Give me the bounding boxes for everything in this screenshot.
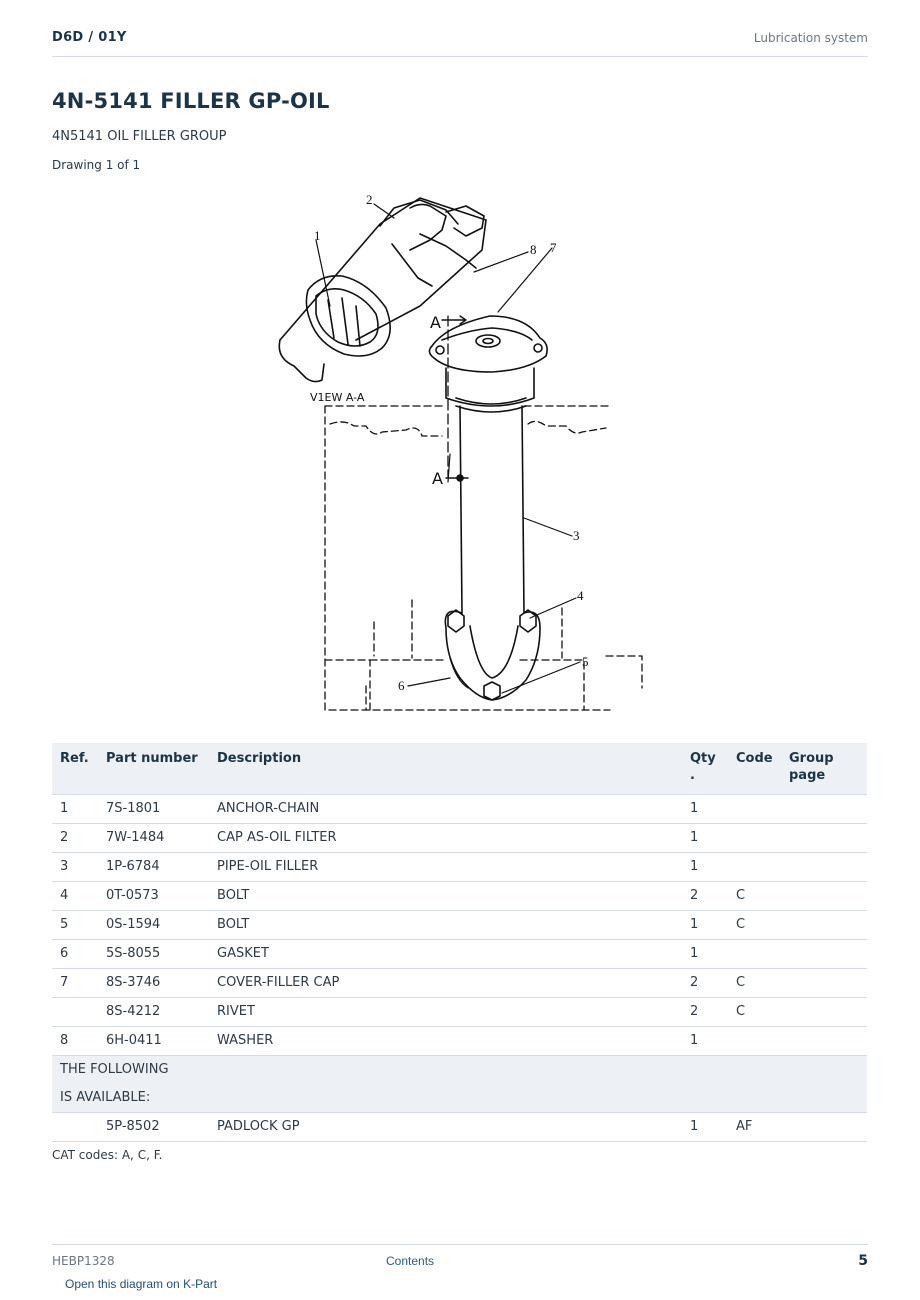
- section-mark-top: A: [430, 313, 441, 332]
- section-label: Lubrication system: [753, 31, 868, 45]
- cell-part-number: 6H-0411: [98, 1027, 209, 1056]
- cell-code: [728, 1027, 781, 1056]
- table-row: [52, 824, 867, 853]
- cell-group-page: [781, 940, 867, 969]
- cell-group-page: [781, 969, 867, 998]
- cell-group-page: [781, 795, 867, 824]
- cell-description: ANCHOR-CHAIN: [209, 795, 682, 824]
- cell-qty: 1: [682, 795, 728, 824]
- table-row: [52, 998, 867, 1027]
- contents-link[interactable]: Contents: [386, 1254, 435, 1268]
- cell-ref: [52, 998, 98, 1027]
- callout-labels: [310, 192, 589, 693]
- cell-part-number: 5S-8055: [98, 940, 209, 969]
- cell-code: C: [728, 998, 781, 1027]
- table-row: [52, 940, 867, 969]
- section-arrow-top: [442, 316, 466, 324]
- cell-code: C: [728, 969, 781, 998]
- open-kpart-link[interactable]: Open this diagram on K-Part: [65, 1277, 218, 1291]
- cell-group-page: [781, 853, 867, 882]
- cell-ref: 3: [52, 853, 98, 882]
- cell-description: COVER-FILLER CAP: [209, 969, 682, 998]
- cell-code: [728, 795, 781, 824]
- note-line: THE FOLLOWING: [52, 1056, 867, 1085]
- cell-code: [728, 824, 781, 853]
- group-subtitle: 4N5141 OIL FILLER GROUP: [52, 129, 227, 144]
- cell-qty: 1: [682, 940, 728, 969]
- note-line: IS AVAILABLE:: [52, 1084, 867, 1113]
- table-row: [52, 1113, 867, 1142]
- cell-qty: 1: [682, 1113, 728, 1142]
- cell-code: C: [728, 911, 781, 940]
- callout-3: 3: [573, 528, 580, 543]
- cell-part-number: 1P-6784: [98, 853, 209, 882]
- filler-pipe: [446, 368, 534, 613]
- col-header-description: Description: [209, 743, 682, 795]
- cell-qty: 2: [682, 969, 728, 998]
- cell-description: GASKET: [209, 940, 682, 969]
- cell-description: CAP AS-OIL FILTER: [209, 824, 682, 853]
- drawing-count: Drawing 1 of 1: [52, 158, 141, 172]
- cell-description: BOLT: [209, 911, 682, 940]
- cell-ref: 1: [52, 795, 98, 824]
- col-header-part-number: Part number: [98, 743, 209, 795]
- cell-ref: 4: [52, 882, 98, 911]
- section-mark-bottom: A: [432, 469, 443, 488]
- elbow-flange: [445, 610, 540, 700]
- cell-ref: 2: [52, 824, 98, 853]
- table-row: [52, 969, 867, 998]
- cat-codes-note: CAT codes: A, C, F.: [52, 1148, 163, 1162]
- document-id: HEBP1328: [52, 1254, 115, 1268]
- cell-part-number: 7W-1484: [98, 824, 209, 853]
- cell-code: [728, 940, 781, 969]
- cell-part-number: 7S-1801: [98, 795, 209, 824]
- cell-part-number: 0S-1594: [98, 911, 209, 940]
- cell-qty: 1: [682, 853, 728, 882]
- cell-group-page: [781, 911, 867, 940]
- table-row: [52, 882, 867, 911]
- cell-part-number: 8S-4212: [98, 998, 209, 1027]
- col-header-group-page: Group page: [781, 743, 867, 795]
- cell-qty: 1: [682, 911, 728, 940]
- cell-qty: 1: [682, 1027, 728, 1056]
- cell-description: RIVET: [209, 998, 682, 1027]
- cell-code: AF: [728, 1113, 781, 1142]
- callout-1: 1: [314, 228, 321, 243]
- cell-qty: 2: [682, 882, 728, 911]
- page-number: 5: [858, 1253, 868, 1269]
- model-label: D6D / 01Y: [52, 30, 127, 45]
- cell-ref: [52, 1113, 98, 1142]
- table-row: [52, 795, 867, 824]
- cell-part-number: 0T-0573: [98, 882, 209, 911]
- cell-description: PIPE-OIL FILLER: [209, 853, 682, 882]
- cell-group-page: [781, 998, 867, 1027]
- table-note-row: [52, 1084, 867, 1113]
- cell-qty: 2: [682, 998, 728, 1027]
- callout-7: 7: [550, 240, 557, 255]
- callout-6: 6: [398, 678, 405, 693]
- page-title: 4N-5141 FILLER GP-OIL: [52, 89, 330, 113]
- cell-group-page: [781, 882, 867, 911]
- cell-part-number: 5P-8502: [98, 1113, 209, 1142]
- view-label: V1EW A-A: [310, 391, 365, 404]
- cell-description: PADLOCK GP: [209, 1113, 682, 1142]
- table-row: [52, 1027, 867, 1056]
- cell-group-page: [781, 1113, 867, 1142]
- callout-5: 5: [582, 654, 589, 669]
- cell-code: C: [728, 882, 781, 911]
- callout-8: 8: [530, 242, 537, 257]
- cell-ref: 5: [52, 911, 98, 940]
- engine-block-outline: [325, 406, 642, 710]
- parts-table: [52, 743, 867, 1142]
- col-header-qty: Qty .: [682, 743, 728, 795]
- cell-ref: 6: [52, 940, 98, 969]
- cell-ref: 8: [52, 1027, 98, 1056]
- table-note-row: [52, 1056, 867, 1085]
- col-header-code: Code: [728, 743, 781, 795]
- filler-cap: [429, 316, 547, 372]
- cell-ref: 7: [52, 969, 98, 998]
- table-header-row: [52, 743, 867, 795]
- parts-diagram: [270, 188, 650, 716]
- callout-4: 4: [577, 588, 584, 603]
- cell-part-number: 8S-3746: [98, 969, 209, 998]
- page-header: [52, 28, 868, 57]
- callout-2: 2: [366, 192, 373, 207]
- cell-code: [728, 853, 781, 882]
- table-row: [52, 853, 867, 882]
- view-aa-assembly: [279, 198, 486, 382]
- cell-qty: 1: [682, 824, 728, 853]
- table-row: [52, 911, 867, 940]
- col-header-ref: Ref.: [52, 743, 98, 795]
- cell-description: WASHER: [209, 1027, 682, 1056]
- cell-description: BOLT: [209, 882, 682, 911]
- cell-group-page: [781, 824, 867, 853]
- cell-group-page: [781, 1027, 867, 1056]
